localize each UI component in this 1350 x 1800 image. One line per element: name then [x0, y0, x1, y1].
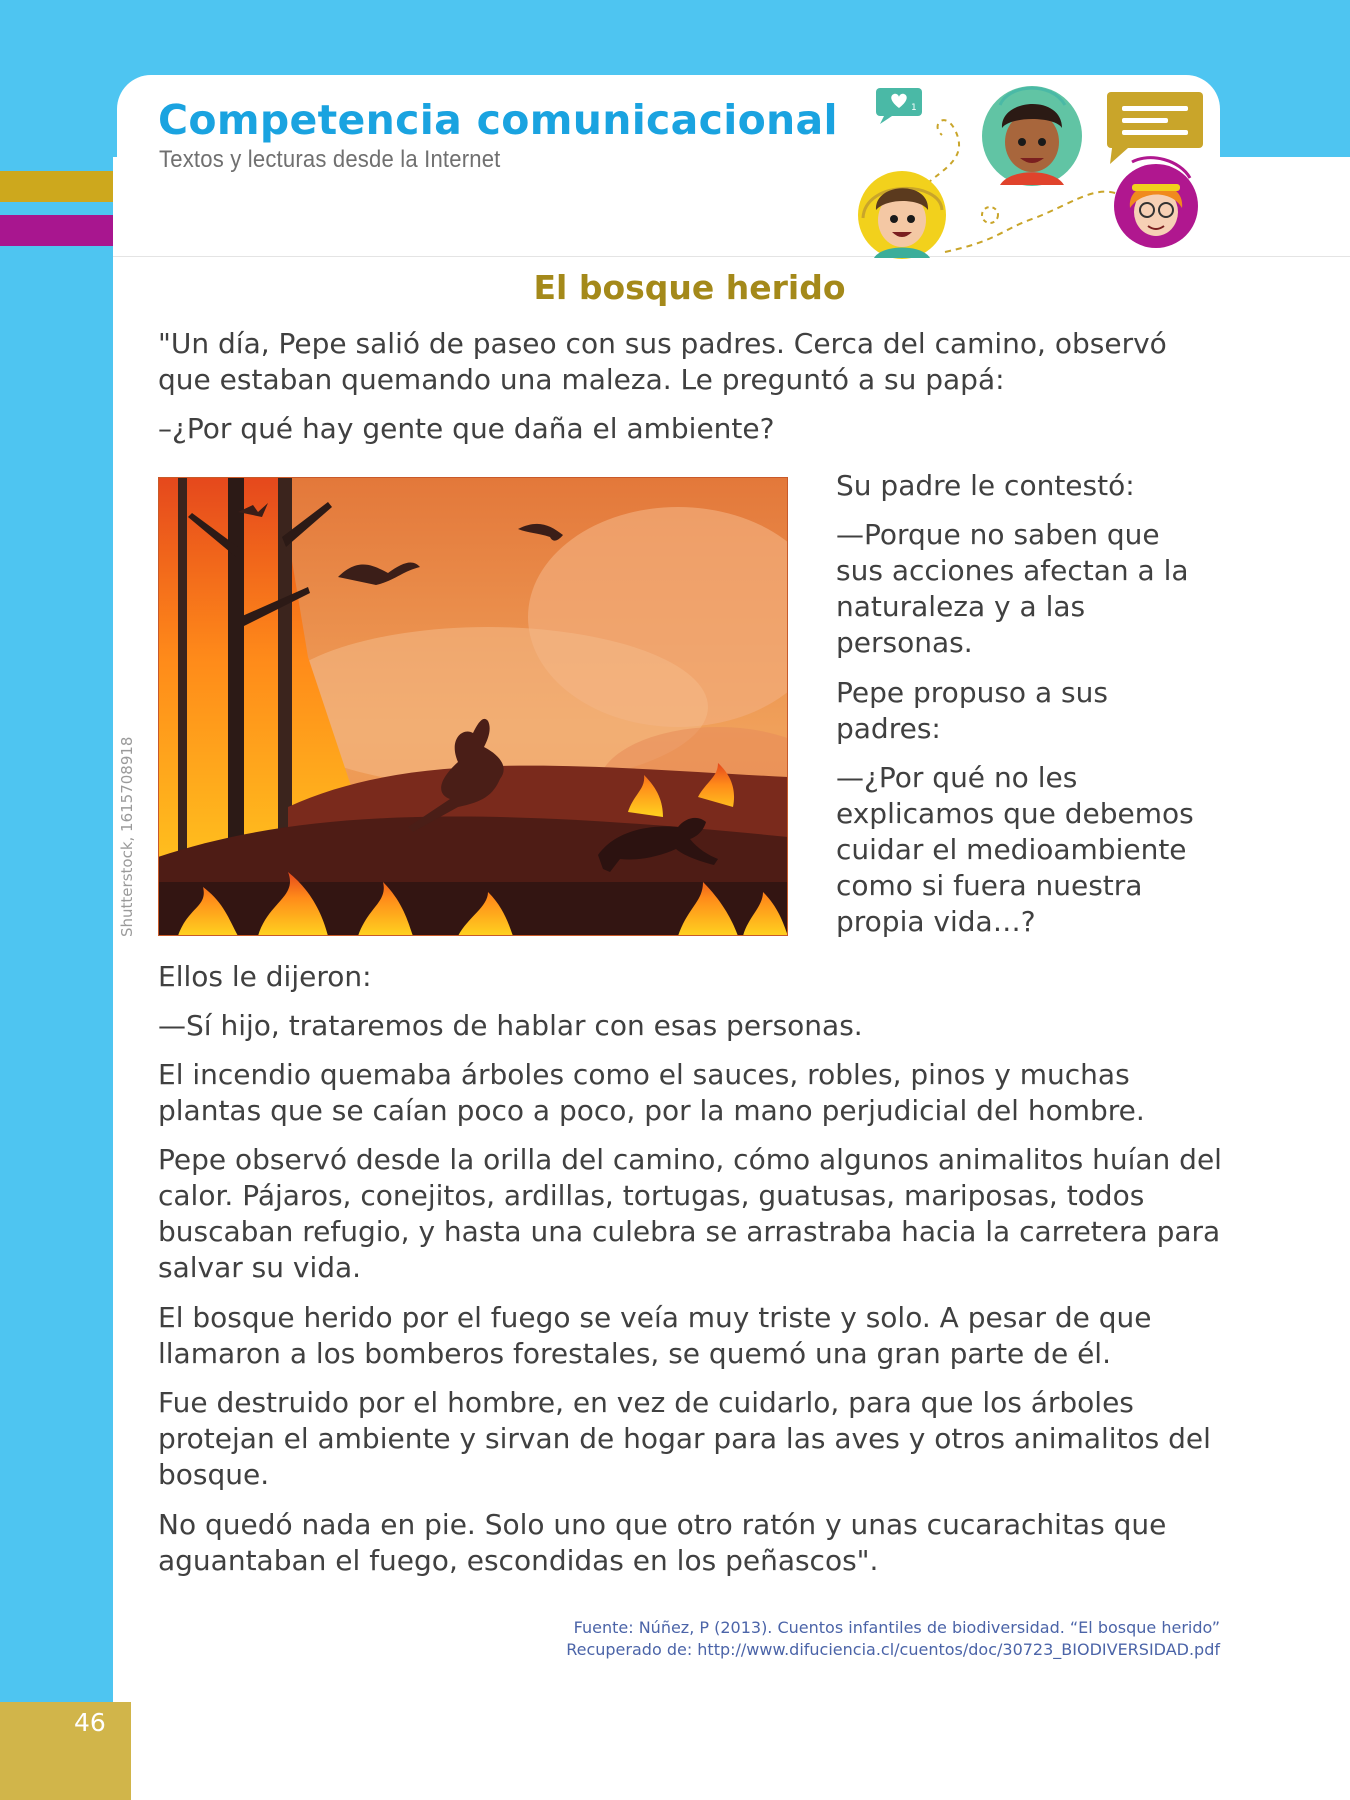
source-citation: Fuente: Núñez, P (2013). Cuentos infantiles de biodiversidad. “El bosque herido” — [573, 1618, 1220, 1637]
story-title: El bosque herido — [533, 268, 846, 307]
source-url: Recuperado de: http://www.difuciencia.cl/cuentos/doc/30723_BIODIVERSIDAD.pdf — [566, 1640, 1220, 1659]
header-card-extension — [1220, 157, 1350, 257]
like-count: 1 — [911, 103, 917, 113]
header-illustration — [850, 80, 1210, 260]
story-paragraph-10: Pepe observó desde la orilla del camino, cómo algunos animalitos huían del calor. Pájaros, conejitos, ardillas, tortugas, guatusas, mariposas, todos buscaban refugio, y hasta una culebra se arrastraba hacia la carretera para salvar su vida. — [158, 1143, 1222, 1284]
story-paragraph-5: Pepe propuso a sus padres: — [836, 676, 1108, 745]
left-blue-band — [0, 0, 113, 1800]
page-title: Competencia comunicacional — [158, 96, 838, 144]
child-avatar-boy — [858, 171, 946, 259]
chat-bubble-icon — [1107, 92, 1203, 164]
magenta-stripe — [0, 215, 113, 246]
page-number: 46 — [74, 1708, 106, 1737]
story-paragraph-7: Ellos le dijeron: — [158, 960, 372, 993]
image-credit: Shutterstock, 1615708918 — [118, 736, 136, 937]
story-paragraph-8: —Sí hijo, trataremos de hablar con esas personas. — [158, 1009, 863, 1042]
story-paragraph-3: Su padre le contestó: — [836, 469, 1135, 502]
story-paragraph-6: —¿Por qué no les explicamos que debemos cuidar el medioambiente como si fuera nuestra propia vida…? — [836, 761, 1194, 938]
story-paragraph-2: –¿Por qué hay gente que daña el ambiente? — [158, 412, 775, 445]
dotted-loop — [982, 207, 998, 223]
child-avatar-boy-curly — [982, 86, 1082, 186]
story-paragraph-13: No quedó nada en pie. Solo uno que otro ratón y unas cucarachitas que aguantaban el fuego, escondidas en los peñascos". — [158, 1508, 1167, 1577]
child-avatar-girl — [1114, 158, 1198, 248]
story-paragraph-12: Fue destruido por el hombre, en vez de cuidarlo, para que los árboles protejan el ambiente y sirvan de hogar para las aves y otros animalitos del bosque. — [158, 1386, 1211, 1491]
story-paragraph-11: El bosque herido por el fuego se veía muy triste y solo. A pesar de que llamaron a los bomberos forestales, se quemó una gran parte de él. — [158, 1301, 1152, 1370]
story-paragraph-9: El incendio quemaba árboles como el sauces, robles, pinos y muchas plantas que se caían poco a poco, por la mano perjudicial del hombre. — [158, 1058, 1145, 1127]
dotted-path-2 — [945, 192, 1130, 252]
page-subtitle: Textos y lecturas desde la Internet — [159, 146, 501, 173]
forest-fire-illustration — [158, 477, 788, 936]
gold-stripe — [0, 171, 113, 202]
tree-trunk — [178, 477, 187, 897]
heart-bubble-icon — [876, 88, 922, 124]
page-number-tab — [0, 1702, 131, 1800]
story-paragraph-1: "Un día, Pepe salió de paseo con sus padres. Cerca del camino, observó que estaban quemando una maleza. Le preguntó a su papá: — [158, 327, 1167, 396]
story-paragraph-4: —Porque no saben que sus acciones afectan a la naturaleza y a las personas. — [836, 518, 1189, 659]
